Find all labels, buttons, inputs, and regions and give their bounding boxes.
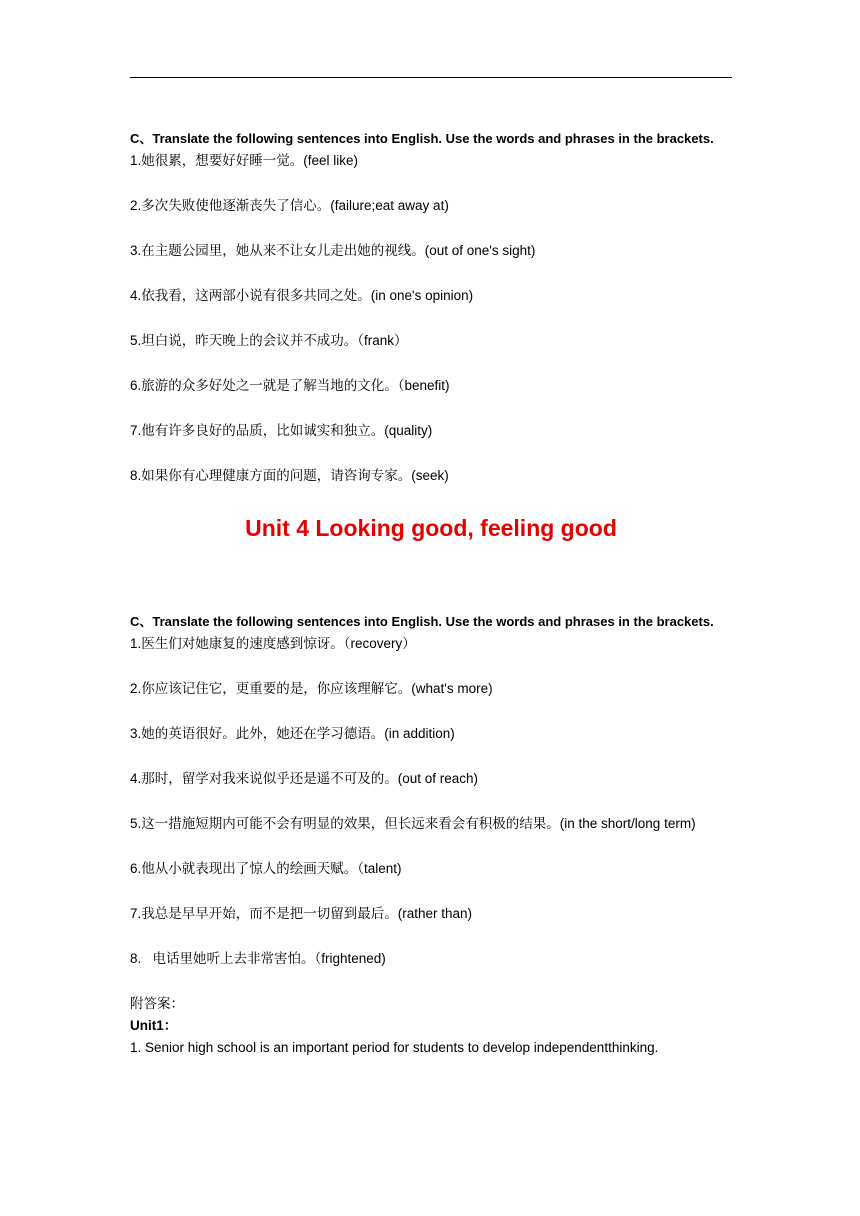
section2-item-8: 8. 电话里她听上去非常害怕。（frightened) [130,951,386,966]
section1-item-7: 7.他有许多良好的品质，比如诚实和独立。(quality) [130,423,433,438]
section1-item-4: 4.依我看，这两部小说有很多共同之处。(in one's opinion) [130,288,474,303]
section1-item-3: 3.在主题公园里，她从来不让女儿走出她的视线。(out of one's sight) [130,243,536,258]
answers-line-1: 1. Senior high school is an important period for students to develop independentthinking. [130,1040,659,1055]
section2-item-3: 3.她的英语很好。此外，她还在学习德语。(in addition) [130,726,455,741]
section1-instruction: C、Translate the following sentences into English. Use the words and phrases in the brackets. [130,131,714,146]
section1-item-6: 6.旅游的众多好处之一就是了解当地的文化。（benefit) [130,378,450,393]
answers-label: 附答案： [130,996,184,1011]
header-rule [130,77,732,78]
section2-item-6: 6.他从小就表现出了惊人的绘画天赋。（talent) [130,861,402,876]
section1-item-8: 8.如果你有心理健康方面的问题，请咨询专家。(seek) [130,468,449,483]
section1-item-1: 1.她很累，想要好好睡一觉。(feel like) [130,153,359,168]
document-body [130,128,732,1059]
section2-item-4: 4.那时，留学对我来说似乎还是遥不可及的。(out of reach) [130,771,479,786]
section2-item-1: 1.医生们对她康复的速度感到惊讶。（recovery） [130,636,416,651]
section2-item-7: 7.我总是早早开始，而不是把一切留到最后。(rather than) [130,906,473,921]
section1-item-5: 5.坦白说，昨天晚上的会议并不成功。（frank） [130,333,408,348]
section2-item-2: 2.你应该记住它，更重要的是，你应该理解它。(what's more) [130,681,493,696]
section2-instruction: C、Translate the following sentences into English. Use the words and phrases in the brackets. [130,614,714,629]
unit-title: Unit 4 Looking good, feeling good [245,515,617,541]
answers-unit-heading: Unit1： [130,1018,178,1033]
section2-item-5: 5.这一措施短期内可能不会有明显的效果，但长远来看会有积极的结果。(in the short/long term) [130,816,696,831]
section1-item-2: 2.多次失败使他逐渐丧失了信心。(failure;eat away at) [130,198,449,213]
